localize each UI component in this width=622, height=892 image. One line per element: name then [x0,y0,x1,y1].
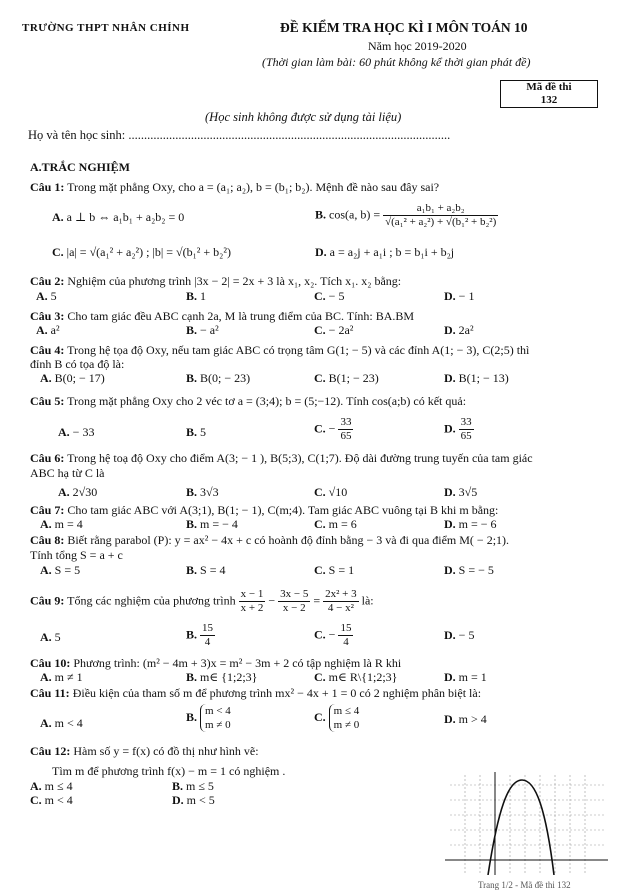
q9-option-c: C. − $\frac{15}{4}$ [314,622,352,648]
no-documents-note: (Học sinh không được sử dụng tài liệu) [205,110,402,124]
q6-option-b: B. 3√3 [186,485,219,499]
q3-option-c: C. − 2a² [314,323,354,337]
q2-option-c: C. − 5 [314,289,345,303]
graph-grid [450,775,605,873]
q11-option-c: C. m ≤ 4 m ≠ 0 [314,705,360,731]
q6-option-d: D. 3√5 [444,485,478,499]
q12-option-a: A. m ≤ 4 [30,779,73,793]
q4-option-a: A. B(0; − 17) [40,371,105,385]
exam-title: ĐỀ KIỂM TRA HỌC KÌ I MÔN TOÁN 10 [280,20,528,35]
q4-option-d: D. B(1; − 13) [444,371,509,385]
q10-option-c: C. m∈ R\{1;2;3} [314,670,398,684]
q10-option-a: A. m ≠ 1 [40,670,83,684]
exam-code-label: Mã đề thi [526,81,572,93]
question-9: Câu 9: Tổng các nghiệm của phương trình $\frac{x - 1}{x + 2}$ − $\frac{3x - 5}{x - 2}$ = $\frac{\text{2x² + 3}}{\text{4 − x²}}$ là: [30,588,374,614]
q1-b-fraction: $\frac{\text{a₁b₁ + a₂b₂}}{\text{√(a₁² + a₂²) + √(b₁² + b₂²)}}$ [385,202,497,228]
question-6: Câu 6: Trong hệ toạ độ Oxy cho điểm A(3; − 1 ), B(5;3), C(1;7). Độ dài đường trung tuyến của tam giác [30,451,533,465]
q3-option-b: B. − a² [186,323,219,337]
q6-option-a: A. 2√30 [58,485,98,499]
question-11: Câu 11: Điều kiện của tham số m để phương trình mx² − 4x + 1 = 0 có 2 nghiệm phân biệt là: [30,686,482,700]
q12-option-b: B. m ≤ 5 [172,779,214,793]
q3-option-a: A. a² [36,323,60,337]
q10-option-d: D. m = 1 [444,670,487,684]
question-12-cont: Tìm m để phương trình f(x) − m = 1 có nghiệm . [52,764,286,778]
question-4-cont: đỉnh B có tọa độ là: [30,357,125,371]
q8-option-a: A. S = 5 [40,563,81,577]
q5-option-c: C. − $\frac{33}{65}$ [314,416,352,442]
parabola-curve [488,780,554,875]
question-8-cont: Tính tổng S = a + c [30,548,123,562]
question-10: Câu 10: Phương trình: (m² − 4m + 3)x = m² − 3m + 2 có tập nghiệm là R khi [30,656,402,670]
q7-option-b: B. m = − 4 [186,517,238,531]
question-1: Câu 1: Trong mặt phẳng Oxy, cho a = (a₁; a₂), b = (b₁; b₂). Mệnh đề nào sau đây sai? [30,180,440,194]
section-title: A.TRẮC NGHIỆM [30,160,131,174]
q9-option-a: A. 5 [40,630,61,644]
question-2: Câu 2: Nghiệm của phương trình |3x − 2| = 2x + 3 là x₁, x₂. Tích x₁. x₂ bằng: [30,274,402,288]
school-year: Năm học 2019-2020 [368,39,467,53]
q12-option-d: D. m < 5 [172,793,215,807]
q1-option-c: C. |a| = √(a₁² + a₂²) ; |b| = √(b₁² + b₂²) [52,245,231,259]
q11-option-a: A. m < 4 [40,716,83,730]
question-5: Câu 5: Trong mặt phẳng Oxy cho 2 véc tơ a = (3;4); b = (5;−12). Tính cos(a;b) có kết quả: [30,394,467,408]
q9-option-d: D. − 5 [444,628,475,642]
q5-option-a: A. − 33 [58,425,95,439]
q7-option-a: A. m = 4 [40,517,83,531]
q7-option-d: D. m = − 6 [444,517,497,531]
q8-option-d: D. S = − 5 [444,563,494,577]
q1-option-b: B. cos(a, b) = $\frac{\text{a₁b₁ + a₂b₂}}{\text{√(a₁² + a₂²) + √(b₁² + b₂²)}}$ [315,202,497,228]
page-footer: Trang 1/2 - Mã đề thi 132 [478,880,571,890]
exam-code: 132 [540,94,558,106]
q4-option-b: B. B(0; − 23) [186,371,251,385]
question-12: Câu 12: Hàm số y = f(x) có đồ thị như hình vẽ: [30,744,259,758]
q2-option-a: A. 5 [36,289,57,303]
q5-option-d: D. $\frac{33}{65}$ [444,416,472,442]
question-4: Câu 4: Trong hệ tọa độ Oxy, nếu tam giác ABC có trọng tâm G(1; − 5) và các đỉnh A(1; − 3), C(2;5) thì [30,343,530,357]
q9-option-b: B. $\frac{15}{4}$ [186,622,214,648]
question-3: Câu 3: Cho tam giác đều ABC cạnh 2a, M là trung điểm của BC. Tính: BA.BM [30,309,415,323]
student-name-field: Họ và tên học sinh: ....................................................................................................... [28,128,451,142]
q8-option-b: B. S = 4 [186,563,226,577]
question-6-cont: ABC hạ từ C là [30,466,105,480]
q2-option-d: D. − 1 [444,289,475,303]
school-name: TRƯỜNG THPT NHÂN CHÍNH [22,22,190,34]
q7-option-c: C. m = 6 [314,517,357,531]
q5-option-b: B. 5 [186,425,207,439]
question-8: Câu 8: Biết rằng parabol (P): y = ax² − 4x + c có hoành độ đỉnh bằng − 3 và đi qua điểm M( − 2;1). [30,533,510,547]
q11-option-d: D. m > 4 [444,712,487,726]
q3-option-d: D. 2a² [444,323,474,337]
q12-option-c: C. m < 4 [30,793,73,807]
question-7: Câu 7: Cho tam giác ABC với A(3;1), B(1; − 1), C(m;4). Tam giác ABC vuông tại B khi m bằng: [30,503,499,517]
q10-option-b: B. m∈ {1;2;3} [186,670,258,684]
q4-option-c: C. B(1; − 23) [314,371,379,385]
q6-option-c: C. √10 [314,485,348,499]
q1-option-a: A. a ⊥ b ⇔ a₁b₁ + a₂b₂ = 0 [52,210,185,224]
function-graph [440,770,608,875]
time-note: (Thời gian làm bài: 60 phút không kể thời gian phát đề) [262,55,531,69]
q1-option-d: D. a = a₂j + a₁i ; b = b₁i + b₂j [315,245,455,259]
q11-option-b: B. m < 4 m ≠ 0 [186,705,231,731]
q8-option-c: C. S = 1 [314,563,355,577]
q2-option-b: B. 1 [186,289,207,303]
exam-code-box [500,80,598,108]
